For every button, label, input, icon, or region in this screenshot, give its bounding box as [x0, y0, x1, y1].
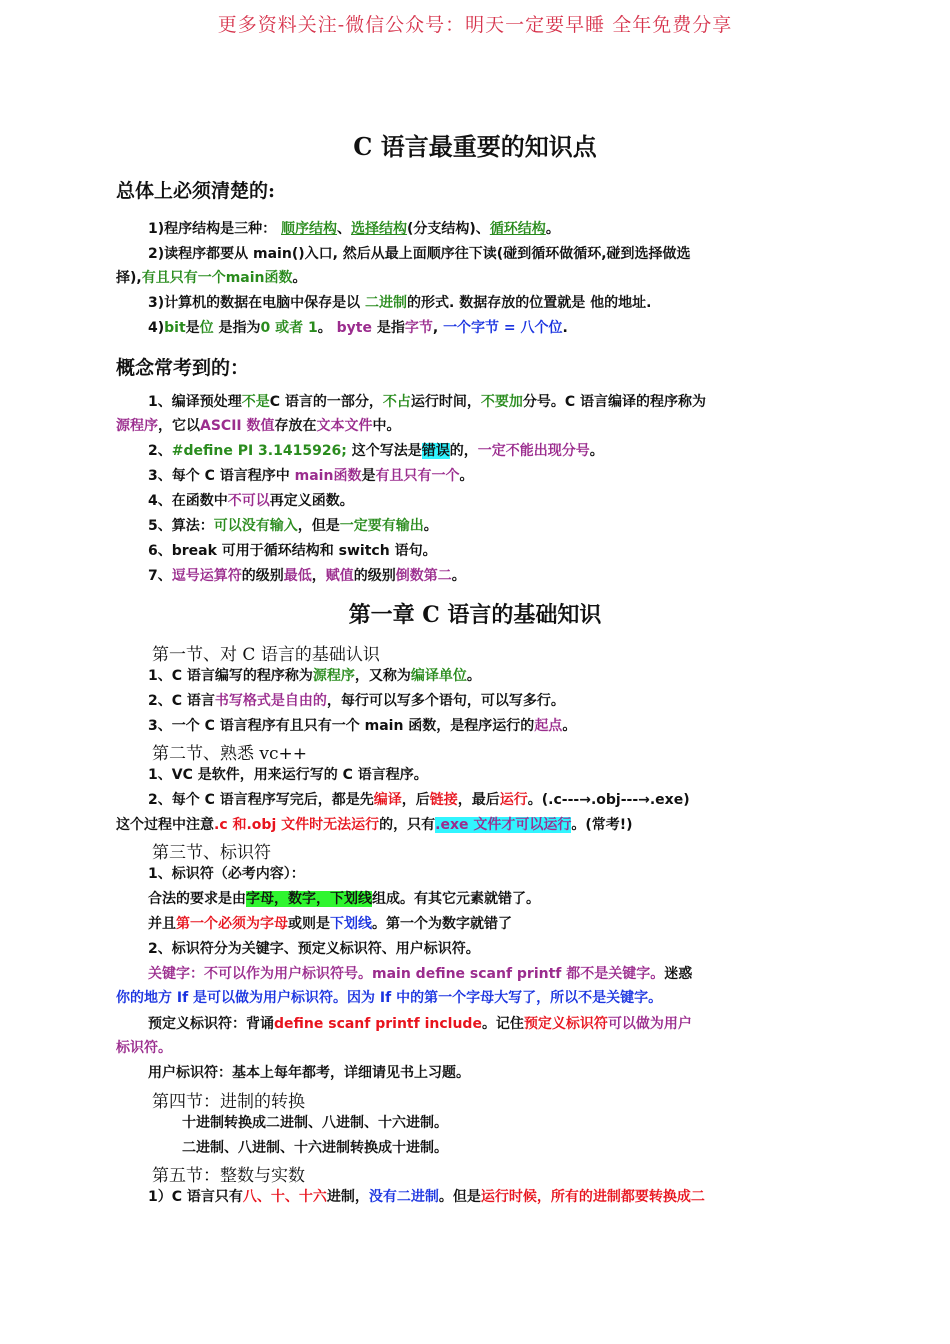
concepts-heading: 概念常考到的：	[116, 357, 250, 379]
s2-line-3: 这个过程中注意.c 和.obj 文件时无法运行的，只有.exe 文件才可以运行。(常考!)	[116, 817, 633, 833]
overview-line-2b: 择),有且只有一个main函数。	[116, 270, 307, 286]
s2-line-2: 2、每个 C 语言程序写完后，都是先编译，后链接，最后运行。(.c---→.obj---→.exe)	[148, 792, 690, 808]
concept-4: 4、在函数中不可以再定义函数。	[148, 493, 354, 509]
section-4-heading: 第四节：进制的转换	[152, 1092, 305, 1112]
overview-line-2a: 2)读程序都要从 main()入口, 然后从最上面顺序往下读(碰到循环做循环,碰到选择做选	[148, 246, 691, 262]
s4-line-1: 十进制转换成二进制、八进制、十六进制。	[182, 1115, 448, 1131]
overview-line-1: 1)程序结构是三种： 顺序结构、选择结构(分支结构)、循环结构。	[148, 221, 560, 237]
concept-1a: 1、编译预处理不是C 语言的一部分，不占运行时间，不要加分号。C 语言编译的程序称为	[148, 394, 707, 410]
section-3-heading: 第三节、标识符	[152, 843, 271, 863]
s2-line-1: 1、VC 是软件，用来运行写的 C 语言程序。	[148, 767, 428, 783]
s1-line-2: 2、C 语言书写格式是自由的，每行可以写多个语句，可以写多行。	[148, 693, 565, 709]
s3-line-7: 用户标识符：基本上每年都考，详细请见书上习题。	[148, 1065, 470, 1081]
s3-line-5b: 你的地方 If 是可以做为用户标识符。因为 If 中的第一个字母大写了，所以不是关键字。	[116, 990, 663, 1006]
overview-line-3: 3)计算机的数据在电脑中保存是以 二进制的形式. 数据存放的位置就是 他的地址.	[148, 295, 652, 311]
s1-line-3: 3、一个 C 语言程序有且只有一个 main 函数，是程序运行的起点。	[148, 718, 577, 734]
s3-line-5a: 关键字：不可以作为用户标识符号。main define scanf printf 都不是关键字。迷惑	[148, 966, 693, 982]
s3-line-4: 2、标识符分为关键字、预定义标识符、用户标识符。	[148, 941, 480, 957]
concept-2: 2、#define PI 3.1415926; 这个写法是错误的，一定不能出现分号。	[148, 443, 604, 459]
overview-heading: 总体上必须清楚的:	[116, 180, 276, 202]
concept-3: 3、每个 C 语言程序中 main函数是有且只有一个。	[148, 468, 474, 484]
top-banner: 更多资料关注-微信公众号：明天一定要早睡 全年免费分享	[217, 14, 733, 36]
s3-line-2: 合法的要求是由字母，数字，下划线组成。有其它元素就错了。	[148, 891, 540, 907]
s3-line-6a: 预定义标识符：背诵define scanf printf include。记住预定义标识符可以做为用户	[148, 1016, 692, 1032]
s3-line-3: 并且第一个必须为字母或则是下划线。第一个为数字就错了	[148, 916, 512, 932]
section-1-heading: 第一节、对 C 语言的基础认识	[152, 645, 380, 665]
document-title: C 语言最重要的知识点	[353, 132, 597, 161]
concept-1b: 源程序，它以ASCII 数值存放在文本文件中。	[116, 418, 401, 434]
chapter-1-title: 第一章 C 语言的基础知识	[348, 602, 602, 628]
section-5-heading: 第五节：整数与实数	[152, 1166, 305, 1186]
overview-line-4: 4)bit是位 是指为0 或者 1。 byte 是指字节, 一个字节 = 八个位.	[148, 320, 568, 336]
concept-6: 6、break 可用于循环结构和 switch 语句。	[148, 543, 437, 559]
s1-line-1: 1、C 语言编写的程序称为源程序，又称为编译单位。	[148, 668, 481, 684]
concept-7: 7、逗号运算符的级别最低，赋值的级别倒数第二。	[148, 568, 466, 584]
s4-line-2: 二进制、八进制、十六进制转换成十进制。	[182, 1140, 448, 1156]
s3-line-1: 1、标识符（必考内容）：	[148, 866, 305, 882]
section-2-heading: 第二节、熟悉 vc++	[152, 744, 308, 764]
s3-line-6b: 标识符。	[116, 1040, 172, 1056]
s5-line-1: 1）C 语言只有八、十、十六进制，没有二进制。但是运行时候，所有的进制都要转换成二	[148, 1189, 705, 1205]
concept-5: 5、算法：可以没有输入，但是一定要有输出。	[148, 518, 438, 534]
